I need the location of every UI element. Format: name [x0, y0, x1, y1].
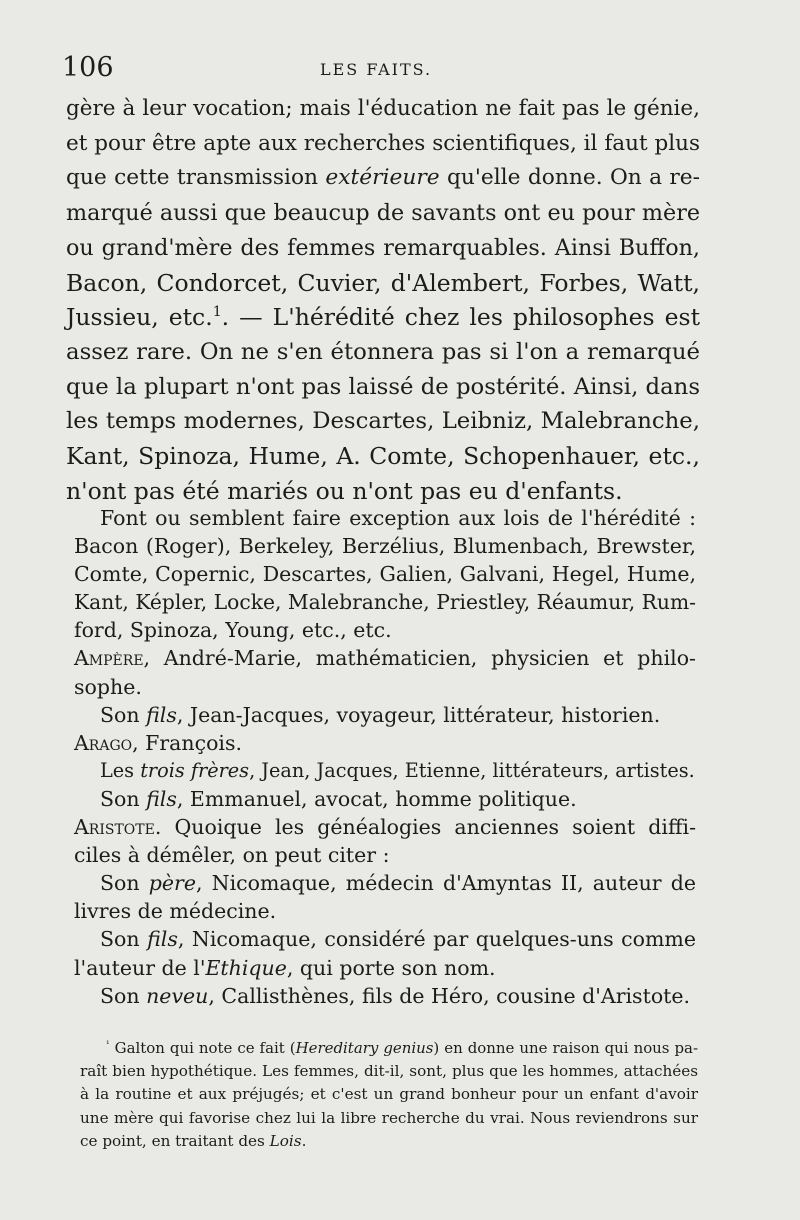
footnote-line: à la routine et aux préjugés; et c'est un grand bonheur pour un enfant d'avoir [80, 1085, 698, 1104]
entry-name: Aristote [74, 815, 155, 840]
text-segment: l'auteur de l' [74, 955, 206, 980]
list-line: livres de médecine. [74, 899, 277, 924]
list-line: Bacon (Roger), Berkeley, Berzélius, Blumenbach, Brewster, [74, 534, 696, 559]
italic-word: Lois [269, 1131, 302, 1150]
text-segment: Son [100, 702, 147, 727]
page-header [62, 52, 738, 92]
text-segment: Son [100, 927, 148, 952]
list-line [74, 982, 696, 1010]
list-line: Comte, Copernic, Descartes, Galien, Galvani, Hegel, Hume, [74, 562, 696, 587]
text-line [66, 161, 700, 196]
footnote-line [80, 1037, 698, 1060]
italic-title: Hereditary genius [295, 1039, 434, 1057]
text-segment: , Nicomaque, considéré par quelques-uns comme [177, 927, 696, 952]
italic-word: fils [147, 927, 178, 952]
text-line: Kant, Spinoza, Hume, A. Comte, Schopenhauer, etc., [66, 442, 700, 471]
text-line: Bacon, Condorcet, Cuvier, d'Alembert, Forbes, Watt, [66, 268, 700, 297]
text-segment: que cette transmission [66, 165, 326, 191]
text-segment: , André-Marie, mathématicien, physicien et philo- [143, 646, 696, 671]
text-segment: . — L'hérédité chez les philosophes est [221, 303, 701, 332]
text-line: marqué aussi que beaucup de savants ont eu pour mère [66, 200, 700, 227]
list-line: ford, Spinoza, Young, etc., etc. [74, 618, 392, 643]
text-line: les temps modernes, Descartes, Leibniz, Malebranche, [66, 408, 700, 435]
text-segment: , Emmanuel, avocat, homme politique. [176, 786, 577, 811]
list-line [74, 644, 696, 672]
footnote [80, 1037, 698, 1153]
text-segment: , Jean, Jacques, Etienne, littérateurs, artistes. [249, 758, 695, 782]
list-line [74, 925, 696, 953]
text-segment: Galton qui note ce fait ( [114, 1039, 296, 1057]
text-segment: Son [100, 983, 147, 1008]
list-line: ciles à démêler, on peut citer : [74, 843, 390, 868]
text-segment: , François. [132, 730, 243, 755]
footnote-line [80, 1130, 698, 1153]
text-segment: Son [100, 871, 149, 896]
exceptions-list [74, 504, 696, 1010]
italic-word: fils [146, 786, 177, 811]
text-segment: . Quoique les généalogies anciennes soient diffi- [154, 815, 696, 840]
list-line [74, 954, 696, 982]
footnote-line: une mère qui favorise chez lui la libre recherche du vrai. Nous reviendrons sur [80, 1108, 698, 1127]
page-number: 106 [62, 52, 114, 83]
text-segment: . [301, 1131, 307, 1150]
list-line: Kant, Képler, Locke, Malebranche, Priestley, Réaumur, Rum- [74, 590, 696, 615]
text-line [66, 300, 700, 335]
entry-name: Arago [74, 730, 133, 755]
text-segment: , Callisthènes, fils de Héro, cousine d'Aristote. [208, 983, 691, 1008]
text-segment: ) en donne une raison qui nous pa- [433, 1039, 699, 1057]
list-line [74, 813, 696, 841]
list-line [74, 869, 696, 897]
list-line [74, 757, 696, 785]
text-segment: qu'elle donne. On a re- [439, 165, 700, 191]
footnote-line: raît bien hypothétique. Les femmes, dit-il, sont, plus que les hommes, attachées [80, 1062, 698, 1081]
text-line: gère à leur vocation; mais l'éducation ne fait pas le génie, [66, 96, 700, 121]
italic-word: trois frères [140, 758, 250, 782]
text-segment: Jussieu, etc. [66, 303, 213, 332]
list-line: Font ou semblent faire exception aux lois de l'hérédité : [100, 506, 696, 530]
text-segment: , Nicomaque, médecin d'Amyntas II, auteur de [195, 871, 696, 896]
text-segment: Les [100, 758, 141, 782]
main-text [66, 92, 700, 508]
text-segment: , Jean-Jacques, voyageur, littérateur, historien. [176, 702, 661, 727]
running-head: LES FAITS. [320, 60, 433, 79]
text-line: n'ont pas été mariés ou n'ont pas eu d'enfants. [66, 476, 623, 505]
list-line: sophe. [74, 674, 142, 699]
entry-name: Ampère [74, 646, 144, 671]
text-line: assez rare. On ne s'en étonnera pas si l'on a remarqué [66, 338, 700, 365]
footnote-number: ¹ [106, 1040, 110, 1051]
text-line: que la plupart n'ont pas laissé de postérité. Ainsi, dans [66, 373, 700, 400]
footnote-marker: 1 [212, 304, 222, 321]
list-line [74, 785, 696, 813]
italic-word: Ethique [205, 955, 287, 980]
text-line: et pour être apte aux recherches scientifiques, il faut plus [66, 130, 700, 156]
italic-word: neveu [146, 983, 209, 1008]
italic-word: père [148, 871, 196, 896]
text-segment: ce point, en traitant des [80, 1131, 270, 1150]
italic-word: extérieure [325, 165, 440, 191]
text-line: ou grand'mère des femmes remarquables. Ainsi Buffon, [66, 234, 700, 261]
italic-word: fils [146, 702, 177, 727]
list-line [74, 701, 696, 729]
text-segment: , qui porte son nom. [286, 955, 496, 980]
list-line [74, 729, 696, 757]
text-segment: Son [100, 786, 147, 811]
